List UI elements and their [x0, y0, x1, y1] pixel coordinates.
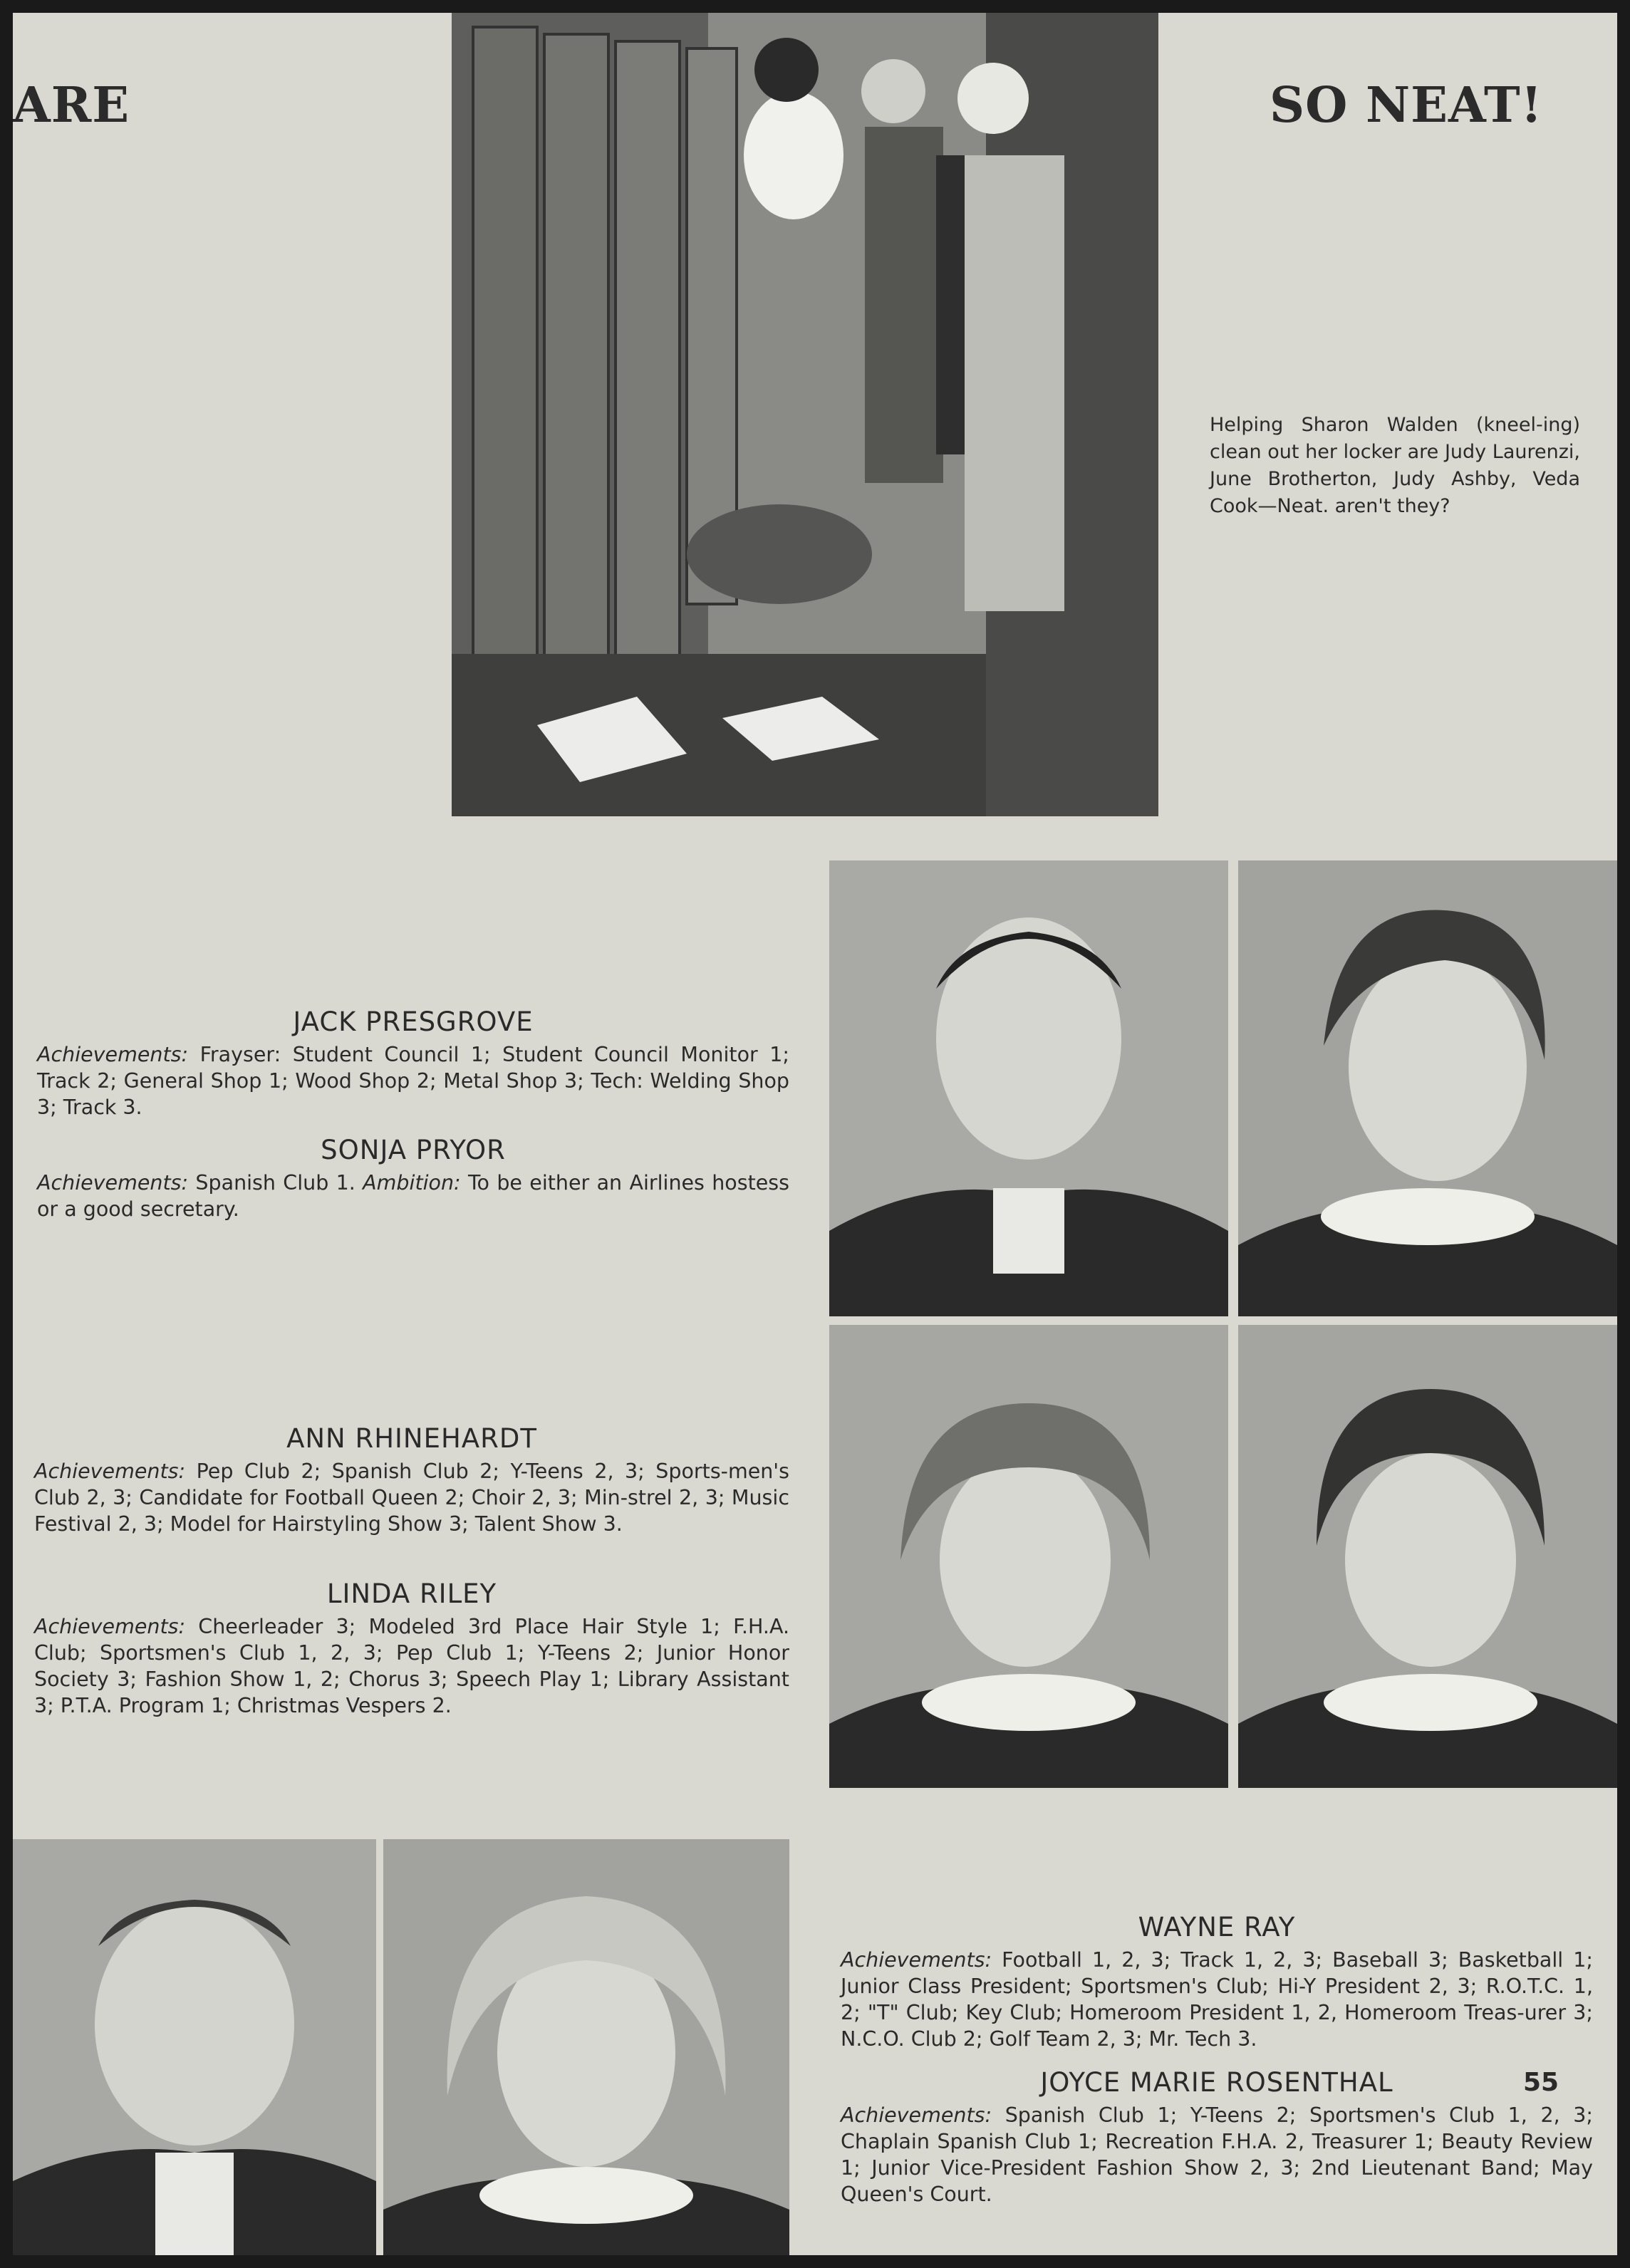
portrait-sonja-pryor [1238, 860, 1617, 1316]
portrait-joyce-marie-rosenthal [383, 1839, 789, 2255]
senior-name: ANN RHINEHARDT [286, 1423, 537, 1454]
senior-achievements: Achievements: Spanish Club 1. Ambition: To be either an Airlines hostess or a good secretary. [37, 1171, 789, 1221]
senior-name: WAYNE RAY [1138, 1912, 1296, 1942]
entry-wayne-ray [841, 1912, 1593, 2052]
portrait-jack-presgrove [829, 860, 1228, 1316]
entry-sonja-pryor [37, 1135, 789, 1222]
senior-name: JOYCE MARIE ROSENTHAL [1040, 2067, 1393, 2098]
portrait-wayne-ray [13, 1839, 376, 2255]
senior-name: JACK PRESGROVE [293, 1006, 534, 1037]
portrait-linda-riley [1238, 1325, 1617, 1788]
portrait-ann-rhinehardt [829, 1325, 1228, 1788]
entry-ann-rhinehardt [34, 1423, 789, 1537]
entry-linda-riley [34, 1578, 789, 1719]
headline-right: SO NEAT! [1270, 77, 1543, 134]
senior-achievements: Achievements: Spanish Club 1; Y-Teens 2; Sportsmen's Club 1, 2, 3; Chaplain Spanish Club 1; Recreation F.H.A. 2, Treasurer 1; Beauty Review 1; Junior Vice-President Fashion Show 2, 3; 2nd Lieutenant Band; May Queen's Court. [841, 2103, 1593, 2206]
senior-achievements: Achievements: Frayser: Student Council 1; Student Council Monitor 1; Track 2; General Shop 1; Wood Shop 2; Metal Shop 3; Tech: Welding Shop 3; Track 3. [37, 1043, 789, 1119]
entry-jack-presgrove [37, 1006, 789, 1120]
senior-name: SONJA PRYOR [321, 1135, 506, 1165]
senior-achievements: Achievements: Football 1, 2, 3; Track 1, 2, 3; Baseball 3; Basketball 1; Junior Class President; Sportsmen's Club; Hi-Y President 2, 3; R.O.T.C. 1, 2; "T" Club; Key Club; Homeroom President 1, 2, Homeroom Treas-urer 3; N.C.O. Club 2; Golf Team 2, 3; Mr. Tech 3. [841, 1948, 1593, 2051]
page-number: 55 [1523, 2068, 1559, 2097]
senior-achievements: Achievements: Pep Club 2; Spanish Club 2; Y-Teens 2, 3; Sports-men's Club 2, 3; Candidate for Football Queen 2; Choir 2, 3; Min-strel 2, 3; Music Festival 2, 3; Model for Hairstyling Show 3; Talent Show 3. [34, 1460, 789, 1536]
photo-caption: Helping Sharon Walden (kneel-ing) clean out her locker are Judy Laurenzi, June Brotherton, Judy Ashby, Veda Cook—Neat. aren't they? [1210, 414, 1580, 517]
headline-left: ARE [13, 77, 130, 134]
locker-photo [452, 13, 1158, 816]
yearbook-page [13, 13, 1617, 2255]
entry-joyce-marie-rosenthal [841, 2067, 1593, 2207]
senior-name: LINDA RILEY [326, 1578, 497, 1609]
senior-achievements: Achievements: Cheerleader 3; Modeled 3rd Place Hair Style 1; F.H.A. Club; Sportsmen's Club 1, 2, 3; Pep Club 1; Y-Teens 2; Junior Honor Society 3; Fashion Show 1, 2; Chorus 3; Speech Play 1; Library Assistant 3; P.T.A. Program 1; Christmas Vespers 2. [34, 1615, 789, 1717]
